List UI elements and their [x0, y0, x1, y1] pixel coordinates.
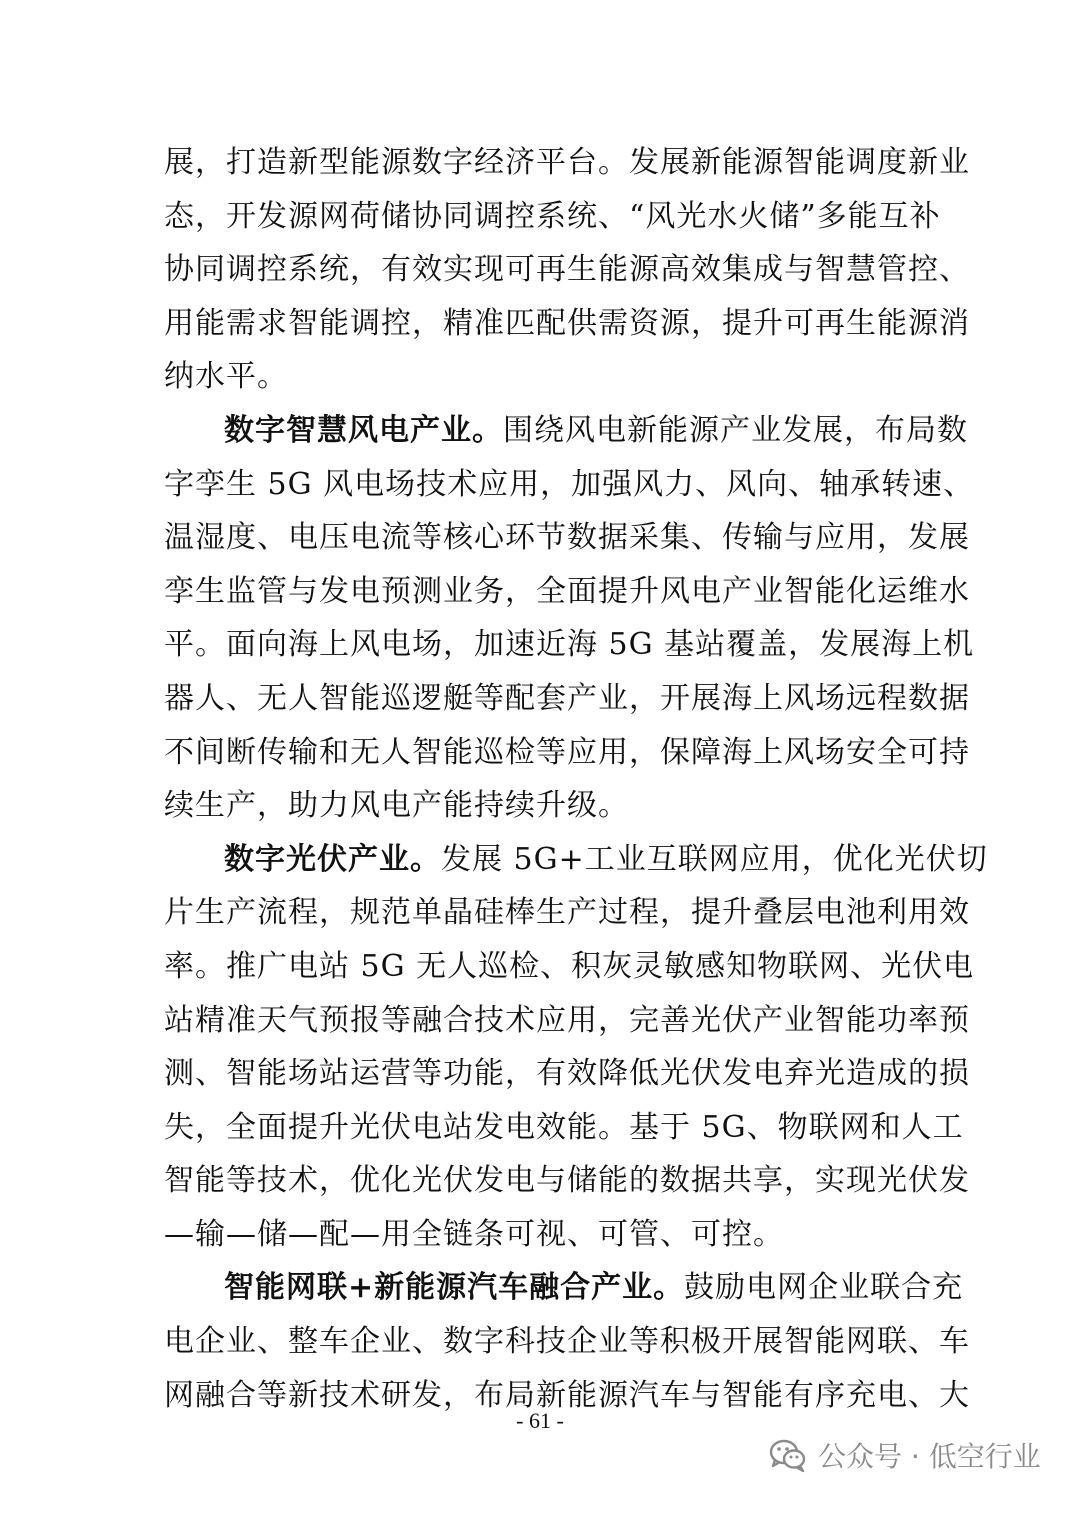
- text-line: 片生产流程，规范单晶硅棒生产过程，提升叠层电池利用效: [164, 895, 970, 931]
- text-line: 测、智能场站运营等功能，有效降低光伏发电弃光造成的损: [164, 1056, 970, 1092]
- text-line: 平。面向海上风电场，加速近海 5G 基站覆盖，发展海上机: [164, 627, 975, 663]
- page-number: - 61 -: [516, 1408, 564, 1433]
- document-body: [164, 136, 988, 1422]
- text-line: 率。推广电站 5G 无人巡检、积灰灵敏感知物联网、光伏电: [164, 948, 975, 984]
- text-line: 不间断传输和无人智能巡检等应用，保障海上风场安全可持: [164, 734, 970, 770]
- text-line: 纳水平。: [164, 359, 288, 395]
- text-line: 站精准天气预报等融合技术应用，完善光伏产业智能功率预: [164, 1002, 970, 1038]
- text-line: 用能需求智能调控，精准匹配供需资源，提升可再生能源消: [164, 305, 970, 341]
- text-line: 电企业、整车企业、数字科技企业等积极开展智能网联、车: [164, 1324, 970, 1360]
- text-line: 网融合等新技术研发，布局新能源汽车与智能有序充电、大: [164, 1377, 970, 1413]
- text-line: 智能等技术，优化光伏发电与储能的数据共享，实现光伏发: [164, 1163, 970, 1199]
- paragraph-first-line: [164, 1261, 964, 1315]
- paragraph-first-line: [164, 404, 968, 458]
- wechat-icon: [768, 1435, 808, 1475]
- text-line: 孪生监管与发电预测业务，全面提升风电产业智能化运维水: [164, 573, 970, 609]
- text-line: 协同调控系统，有效实现可再生能源高效集成与智慧管控、: [164, 252, 970, 288]
- section-heading-new-energy-vehicle: 智能网联+新能源汽车融合产业。: [224, 1270, 685, 1306]
- text-run: 鼓励电网企业联合充: [684, 1270, 964, 1306]
- watermark-text: 公众号 · 低空行业: [818, 1440, 1041, 1473]
- watermark: [768, 1432, 1041, 1478]
- text-line: 字孪生 5G 风电场技术应用，加强风力、风向、轴承转速、: [164, 466, 975, 502]
- text-line: 器人、无人智能巡逻艇等配套产业，开展海上风场远程数据: [164, 680, 970, 716]
- text-line: 续生产，助力风电产能持续升级。: [164, 788, 629, 824]
- text-run: 发展 5G+工业互联网应用，优化光伏切: [441, 841, 988, 877]
- section-heading-photovoltaic: 数字光伏产业。: [224, 841, 441, 877]
- text-line: —输—储—配—用全链条可视、可管、可控。: [164, 1216, 784, 1252]
- text-line: 温湿度、电压电流等核心环节数据采集、传输与应用，发展: [164, 520, 970, 556]
- text-run: 围绕风电新能源产业发展，布局数: [503, 412, 968, 448]
- paragraph-first-line: [164, 833, 988, 887]
- text-line: 展，打造新型能源数字经济平台。发展新能源智能调度新业: [164, 145, 970, 180]
- section-heading-wind-power: 数字智慧风电产业。: [224, 412, 503, 448]
- text-line: 态，开发源网荷储协同调控系统、“风光水火储”多能互补: [164, 198, 941, 234]
- text-line: 失，全面提升光伏电站发电效能。基于 5G、物联网和人工: [164, 1109, 964, 1145]
